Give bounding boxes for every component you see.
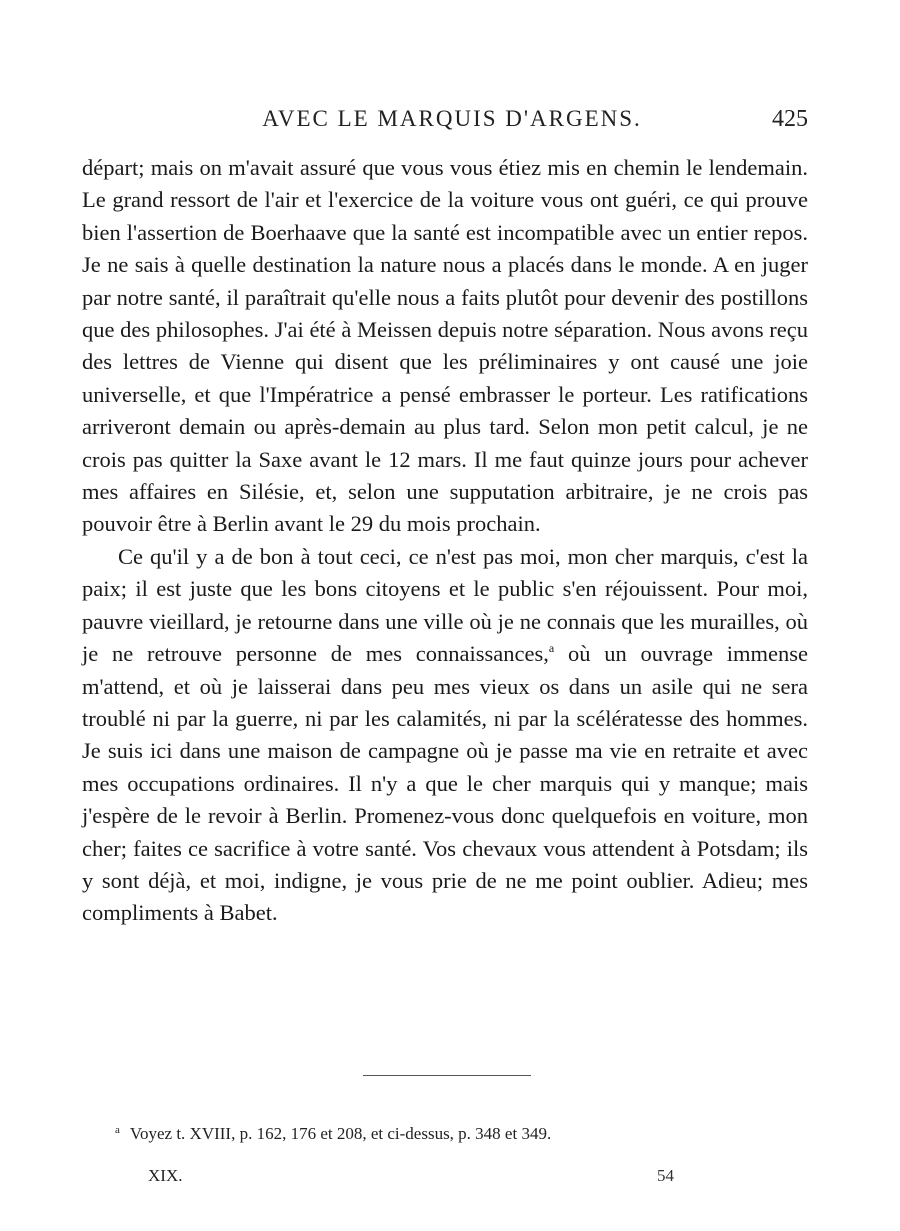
footnote-text: Voyez t. XVIII, p. 162, 176 et 208, et ci-dessus, p. 348 et 349. <box>129 1124 552 1143</box>
letter-body <box>82 152 808 930</box>
paragraph-2 <box>82 541 808 930</box>
separator-rule <box>363 1075 531 1076</box>
footnote <box>115 1124 755 1144</box>
paragraph-2-part-1: Ce qu'il y a de bon à tout ceci, ce n'est pas moi, mon cher marquis, c'est la paix; il est juste que les bons citoyens et le public s'en réjouissent. Pour moi, pauvre vieillard, je retourne dans une ville où je ne connais que les murailles, où je ne retrouve personne de mes connaissances, <box>82 543 808 667</box>
folio-number: 54 <box>657 1166 674 1185</box>
footnote-reference: a <box>548 641 555 656</box>
paragraph-2-part-2: où un ouvrage immense m'attend, et où je laisserai dans peu mes vieux os dans un asile qui ne sera troublé ni par la guerre, ni par les calamités, ni par la scélératesse des hommes. Je suis ici dans une maison de campagne où je passe ma vie en retraite et avec mes occupations ordinaires. Il n'y a que le cher marquis qui y manque; mais j'espère de le revoir à Berlin. Promenez-vous donc quelquefois en voiture, mon cher; faites ce sacrifice à votre santé. Vos chevaux vous attendent à Potsdam; ils y sont déjà, et moi, indigne, je vous prie de ne me point oublier. Adieu; mes compliments à Babet. <box>82 641 809 926</box>
running-head <box>82 106 808 142</box>
footnote-mark: a <box>115 1124 120 1136</box>
running-title: AVEC LE MARQUIS D'ARGENS. <box>262 106 642 131</box>
paragraph-1: départ; mais on m'avait assuré que vous vous étiez mis en chemin le lendemain. Le grand ressort de l'air et l'exercice de la voiture vous ont guéri, ce qui prouve bien l'assertion de Boerhaave que la santé est incompatible avec un entier repos. Je ne sais à quelle destination la nature nous a placés dans le monde. A en juger par notre santé, il paraîtrait qu'elle nous a faits plutôt pour devenir des postillons que des philosophes. J'ai été à Meissen depuis notre séparation. Nous avons reçu des lettres de Vienne qui disent que les préliminaires y ont causé une joie universelle, et que l'Impératrice a pensé embrasser le porteur. Les ratifications arriveront demain ou après-demain au plus tard. Selon mon petit calcul, je ne crois pas quitter la Saxe avant le 12 mars. Il me faut quinze jours pour achever mes affaires en Silésie, et, selon une supputation arbitraire, je ne crois pas pouvoir être à Berlin avant le 29 du mois prochain. <box>82 155 808 537</box>
page-number: 425 <box>772 106 808 132</box>
printer-signature: XIX. <box>148 1166 183 1185</box>
